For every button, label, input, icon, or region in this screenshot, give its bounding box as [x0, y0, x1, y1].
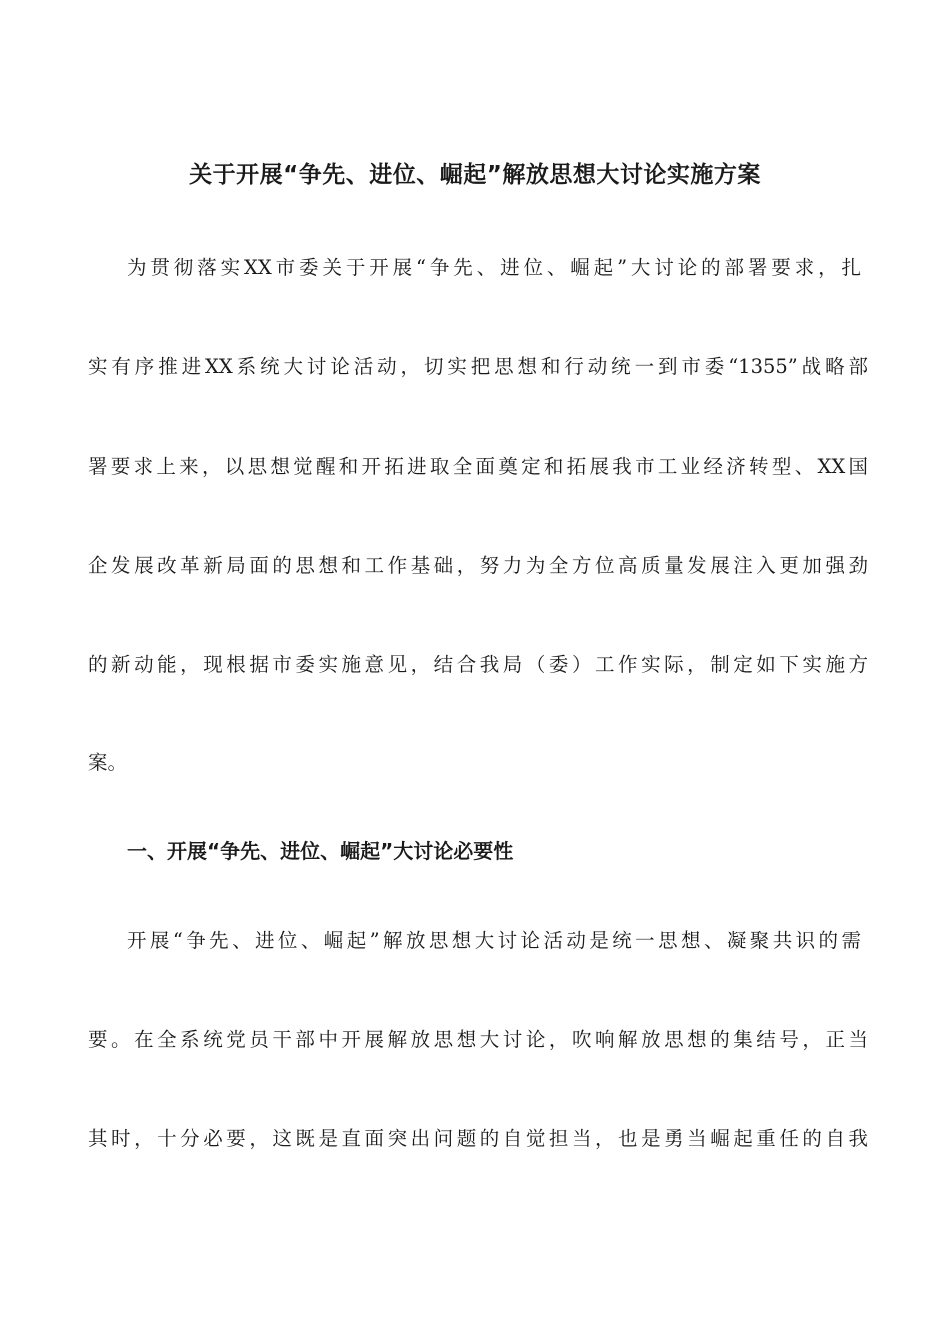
intro-line: 署要求上来，以思想觉醒和开拓进取全面奠定和拓展我市工业经济转型、XX国 — [88, 455, 868, 478]
document-title: 关于开展“争先、进位、崛起”解放思想大讨论实施方案 — [189, 162, 761, 188]
intro-line: 企发展改革新局面的思想和工作基础，努力为全方位高质量发展注入更加强劲 — [88, 554, 868, 577]
section-line: 要。在全系统党员干部中开展解放思想大讨论，吹响解放思想的集结号，正当 — [88, 1028, 868, 1051]
intro-line: 为贯彻落实XX市委关于开展“争先、进位、崛起”大讨论的部署要求，扎 — [127, 256, 861, 279]
section-line: 其时，十分必要，这既是直面突出问题的自觉担当，也是勇当崛起重任的自我 — [88, 1127, 868, 1150]
intro-line: 的新动能，现根据市委实施意见，结合我局（委）工作实际，制定如下实施方 — [88, 653, 868, 676]
section-line: 开展“争先、进位、崛起”解放思想大讨论活动是统一思想、凝聚共识的需 — [127, 929, 861, 952]
intro-line: 案。 — [88, 751, 128, 774]
section-heading: 一、开展“争先、进位、崛起”大讨论必要性 — [127, 839, 514, 863]
intro-line: 实有序推进XX系统大讨论活动，切实把思想和行动统一到市委“1355”战略部 — [88, 355, 868, 378]
